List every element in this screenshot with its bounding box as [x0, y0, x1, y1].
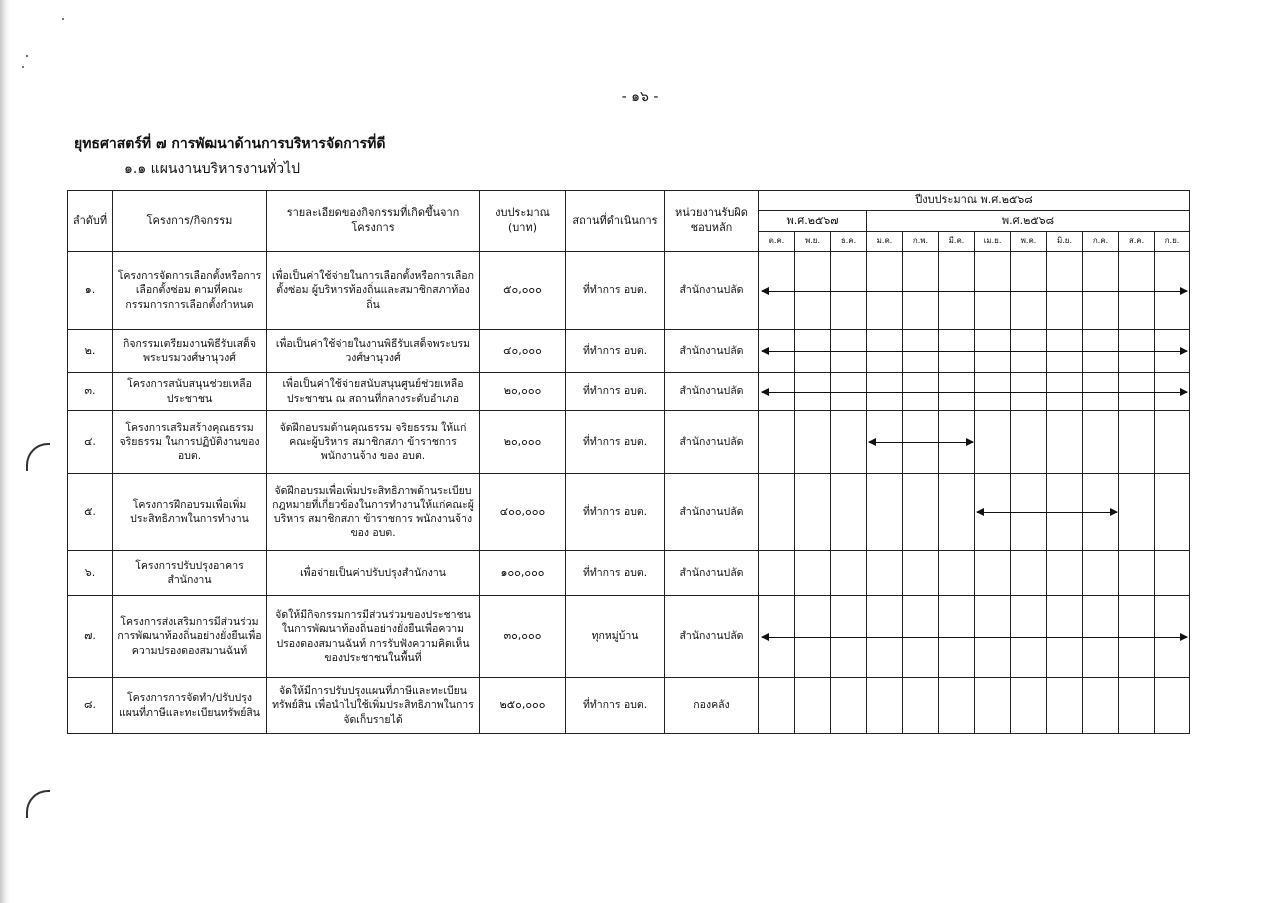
schedule-arrow	[762, 351, 1187, 352]
month-cell	[867, 678, 903, 734]
project-name: โครงการฝึกอบรมเพื่อเพิ่มประสิทธิภาพในการทำงาน	[113, 474, 267, 551]
month-cell	[1155, 411, 1190, 474]
header-unit: หน่วยงานรับผิดชอบหลัก	[665, 191, 759, 252]
month-cell	[831, 474, 867, 551]
project-details: จัดฝึกอบรมด้านคุณธรรม จริยธรรม ให้แก่คณะผู้บริหาร สมาชิกสภา ข้าราชการ พนักงานจ้าง ของ อบต.	[267, 411, 480, 474]
header-order: ลำดับที่	[68, 191, 113, 252]
month-cell	[939, 474, 975, 551]
project-name: โครงการจัดการเลือกตั้งหรือการเลือกตั้งซ่อม ตามที่คณะกรรมการการเลือกตั้งกำหนด	[113, 252, 267, 330]
row-number: ๖.	[68, 551, 113, 596]
project-name: โครงการสนับสนุนช่วยเหลือประชาชน	[113, 373, 267, 411]
month-cell	[939, 678, 975, 734]
month-cell	[1155, 551, 1190, 596]
project-details: เพื่อจ่ายเป็นค่าปรับปรุงสำนักงาน	[267, 551, 480, 596]
project-details: เพื่อเป็นค่าใช้จ่ายในการเลือกตั้งหรือการเลือกตั้งซ่อม ผู้บริหารท้องถิ่นและสมาชิกสภาท้องถิ่น	[267, 252, 480, 330]
project-plan-table	[67, 190, 1190, 734]
month-cell	[1155, 678, 1190, 734]
month-mar: มี.ค.	[939, 232, 975, 252]
project-details: จัดฝึกอบรมเพื่อเพิ่มประสิทธิภาพด้านระเบียบ กฎหมายที่เกี่ยวข้องในการทำงานให้แก่คณะผู้บริหาร สมาชิกสภา ข้าราชการ พนักงานจ้างของ อบต.	[267, 474, 480, 551]
project-name: โครงการการจัดทำ/ปรับปรุงแผนที่ภาษีและทะเบียนทรัพย์สิน	[113, 678, 267, 734]
schedule-arrow	[869, 442, 973, 443]
month-sep: ก.ย.	[1155, 232, 1190, 252]
project-details: จัดให้มีกิจกรรมการมีส่วนร่วมของประชาชนในการพัฒนาท้องถิ่นอย่างยั่งยืนเพื่อความปรองดองสมานฉันท์ การรับฟังความคิดเห็นของประชาชนในพื้นที่	[267, 596, 480, 678]
project-location: ที่ทำการ อบต.	[566, 678, 665, 734]
month-nov: พ.ย.	[795, 232, 831, 252]
month-apr: เม.ย.	[975, 232, 1011, 252]
responsible-unit: สำนักงานปลัด	[665, 474, 759, 551]
month-cell	[1011, 678, 1047, 734]
project-details: เพื่อเป็นค่าใช้จ่ายในงานพิธีรับเสด็จพระบรมวงศ์ษานุวงศ์	[267, 330, 480, 373]
budget-amount: ๔๐,๐๐๐	[480, 330, 566, 373]
project-location: ทุกหมู่บ้าน	[566, 596, 665, 678]
page-number: - ๑๖ -	[621, 89, 659, 105]
month-cell	[795, 551, 831, 596]
budget-amount: ๒๐,๐๐๐	[480, 373, 566, 411]
month-dec: ธ.ค.	[831, 232, 867, 252]
row-number: ๔.	[68, 411, 113, 474]
project-details: จัดให้มีการปรับปรุงแผนที่ภาษีและทะเบียนทรัพย์สิน เพื่อนำไปใช้เพิ่มประสิทธิภาพในการจัดเก็บรายได้	[267, 678, 480, 734]
month-cell	[831, 678, 867, 734]
month-cell	[759, 474, 795, 551]
scan-speck	[62, 18, 64, 20]
responsible-unit: สำนักงานปลัด	[665, 596, 759, 678]
table-row	[68, 678, 1190, 734]
header-fiscal-year: ปีงบประมาณ พ.ศ.๒๕๖๘	[759, 191, 1190, 211]
header-budget: งบประมาณ (บาท)	[480, 191, 566, 252]
month-cell	[1083, 551, 1119, 596]
table-row	[68, 411, 1190, 474]
header-details: รายละเอียดของกิจกรรมที่เกิดขึ้นจากโครงการ	[267, 191, 480, 252]
month-cell	[1047, 678, 1083, 734]
month-cell	[759, 411, 795, 474]
month-oct: ต.ค.	[759, 232, 795, 252]
month-cell	[1047, 551, 1083, 596]
scan-speck	[26, 55, 28, 57]
month-aug: ส.ค.	[1119, 232, 1155, 252]
scan-edge	[0, 0, 10, 903]
header-year-2568: พ.ศ.๒๕๖๘	[867, 211, 1190, 232]
responsible-unit: สำนักงานปลัด	[665, 411, 759, 474]
project-location: ที่ทำการ อบต.	[566, 330, 665, 373]
row-number: ๑.	[68, 252, 113, 330]
month-jul: ก.ค.	[1083, 232, 1119, 252]
schedule-arrow	[977, 512, 1117, 513]
table-row	[68, 551, 1190, 596]
budget-amount: ๔๐๐,๐๐๐	[480, 474, 566, 551]
month-cell	[867, 551, 903, 596]
month-cell	[795, 411, 831, 474]
punch-hole-mark	[26, 443, 50, 471]
month-cell	[1047, 411, 1083, 474]
month-cell	[903, 678, 939, 734]
budget-amount: ๒๕๐,๐๐๐	[480, 678, 566, 734]
month-cell	[1011, 551, 1047, 596]
budget-amount: ๓๐,๐๐๐	[480, 596, 566, 678]
project-name: โครงการปรับปรุงอาคารสำนักงาน	[113, 551, 267, 596]
month-cell	[867, 474, 903, 551]
project-location: ที่ทำการ อบต.	[566, 474, 665, 551]
month-cell	[831, 551, 867, 596]
header-year-2567: พ.ศ.๒๕๖๗	[759, 211, 867, 232]
header-project: โครงการ/กิจกรรม	[113, 191, 267, 252]
month-cell	[975, 551, 1011, 596]
schedule-arrow	[762, 392, 1187, 393]
month-cell	[975, 678, 1011, 734]
project-location: ที่ทำการ อบต.	[566, 411, 665, 474]
budget-amount: ๑๐๐,๐๐๐	[480, 551, 566, 596]
row-number: ๘.	[68, 678, 113, 734]
month-cell	[1083, 678, 1119, 734]
project-location: ที่ทำการ อบต.	[566, 373, 665, 411]
project-name: กิจกรรมเตรียมงานพิธีรับเสด็จพระบรมวงศ์ษานุวงศ์	[113, 330, 267, 373]
month-cell	[1119, 678, 1155, 734]
project-location: ที่ทำการ อบต.	[566, 252, 665, 330]
schedule-arrow	[762, 291, 1187, 292]
responsible-unit: กองคลัง	[665, 678, 759, 734]
responsible-unit: สำนักงานปลัด	[665, 252, 759, 330]
month-cell	[795, 474, 831, 551]
month-cell	[1119, 551, 1155, 596]
strategy-title: ยุทธศาสตร์ที่ ๗ การพัฒนาด้านการบริหารจัดการที่ดี	[74, 136, 386, 152]
project-details: เพื่อเป็นค่าใช้จ่ายสนับสนุนศูนย์ช่วยเหลือประชาชน ณ สถานที่กลางระดับอำเภอ	[267, 373, 480, 411]
month-feb: ก.พ.	[903, 232, 939, 252]
month-cell	[975, 411, 1011, 474]
month-may: พ.ค.	[1011, 232, 1047, 252]
budget-amount: ๕๐,๐๐๐	[480, 252, 566, 330]
month-cell	[1011, 411, 1047, 474]
month-cell	[1119, 411, 1155, 474]
budget-amount: ๒๐,๐๐๐	[480, 411, 566, 474]
responsible-unit: สำนักงานปลัด	[665, 551, 759, 596]
header-location: สถานที่ดำเนินการ	[566, 191, 665, 252]
punch-hole-mark	[26, 790, 50, 818]
month-cell	[759, 678, 795, 734]
month-cell	[759, 551, 795, 596]
row-number: ๓.	[68, 373, 113, 411]
month-cell	[1083, 411, 1119, 474]
month-jan: ม.ค.	[867, 232, 903, 252]
project-name: โครงการส่งเสริมการมีส่วนร่วมการพัฒนาท้องถิ่นอย่างยั่งยืนเพื่อความปรองดองสมานฉันท์	[113, 596, 267, 678]
row-number: ๒.	[68, 330, 113, 373]
month-jun: มิ.ย.	[1047, 232, 1083, 252]
responsible-unit: สำนักงานปลัด	[665, 330, 759, 373]
month-cell	[1119, 474, 1155, 551]
responsible-unit: สำนักงานปลัด	[665, 373, 759, 411]
month-cell	[903, 551, 939, 596]
month-cell	[939, 551, 975, 596]
scan-speck	[22, 66, 24, 68]
schedule-arrow	[762, 637, 1187, 638]
month-cell	[795, 678, 831, 734]
row-number: ๗.	[68, 596, 113, 678]
month-cell	[1155, 474, 1190, 551]
row-number: ๕.	[68, 474, 113, 551]
project-name: โครงการเสริมสร้างคุณธรรมจริยธรรม ในการปฏิบัติงานของ อบต.	[113, 411, 267, 474]
month-cell	[831, 411, 867, 474]
project-location: ที่ทำการ อบต.	[566, 551, 665, 596]
month-cell	[903, 474, 939, 551]
plan-subtitle: ๑.๑ แผนงานบริหารงานทั่วไป	[124, 161, 301, 177]
